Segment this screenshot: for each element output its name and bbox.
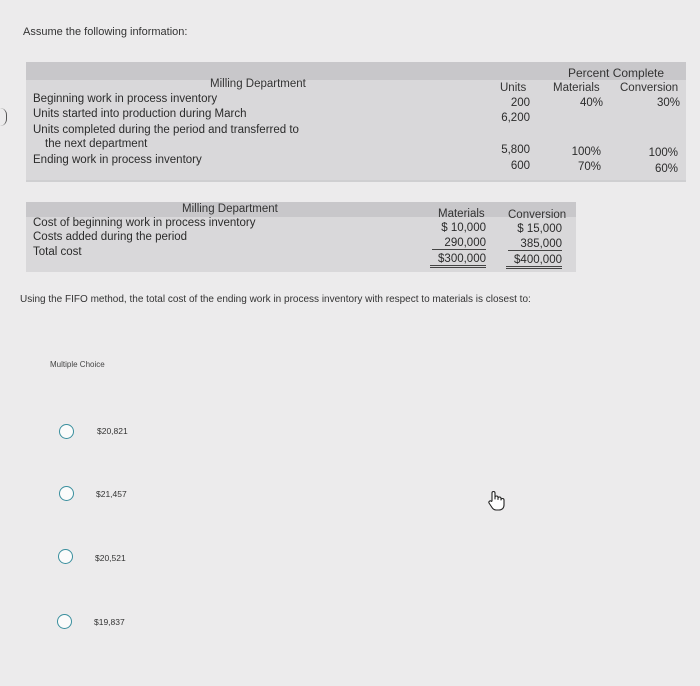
conversion-header: Conversion [620, 82, 679, 94]
multiple-choice-label: Multiple Choice [50, 360, 105, 369]
question-text: Using the FIFO method, the total cost of the ending work in process inventory with respect to materials is closest to: [20, 294, 531, 305]
units-table-bottom-rule [26, 180, 686, 182]
option-a-label[interactable]: $20,821 [97, 426, 128, 436]
intro-text: Assume the following information: [23, 26, 188, 38]
cost-materials-value: 290,000 [432, 237, 486, 250]
costs-materials-header: Materials [438, 208, 485, 220]
units-value: 200 [510, 97, 530, 109]
row-label: Beginning work in process inventory [33, 93, 218, 105]
materials-percent: 40% [579, 97, 603, 109]
units-table-title: Milling Department [210, 78, 306, 90]
cost-row-label: Cost of beginning work in process inventory [33, 217, 256, 229]
row-label: Ending work in process inventory [33, 154, 202, 166]
conversion-percent: 30% [656, 97, 680, 109]
materials-percent: 70% [577, 161, 601, 173]
conversion-percent: 100% [648, 147, 678, 159]
units-value: 600 [510, 160, 530, 172]
costs-table-header-band [26, 202, 576, 217]
row-label: Units completed during the period and transferred to [33, 124, 299, 136]
costs-conversion-header: Conversion [508, 209, 567, 221]
cost-conversion-value: $ 15,000 [517, 223, 562, 235]
cost-materials-value: $ 10,000 [441, 222, 486, 234]
left-edge-marker [0, 108, 7, 126]
materials-percent: 100% [571, 146, 601, 158]
option-d-label[interactable]: $19,837 [94, 617, 125, 627]
hand-cursor-icon [486, 490, 506, 512]
cost-materials-total: $300,000 [430, 253, 486, 268]
cost-row-label: Total cost [33, 246, 82, 258]
cost-conversion-total: $400,000 [506, 254, 562, 269]
option-c-label[interactable]: $20,521 [95, 553, 126, 563]
costs-table-title: Milling Department [182, 203, 278, 215]
row-label: the next department [45, 138, 148, 150]
percent-complete-header: Percent Complete [568, 66, 665, 80]
units-value: 6,200 [501, 112, 530, 124]
units-value: 5,800 [501, 144, 530, 156]
materials-header: Materials [553, 82, 600, 94]
option-b-label[interactable]: $21,457 [96, 489, 127, 499]
option-b-radio[interactable] [59, 486, 74, 501]
option-c-radio[interactable] [58, 549, 73, 564]
conversion-percent: 60% [654, 163, 678, 175]
cost-conversion-value: 385,000 [508, 238, 562, 251]
row-label: Units started into production during March [33, 108, 247, 120]
units-header: Units [500, 82, 527, 94]
cost-row-label: Costs added during the period [33, 231, 188, 243]
option-a-radio[interactable] [59, 424, 74, 439]
option-d-radio[interactable] [57, 614, 72, 629]
